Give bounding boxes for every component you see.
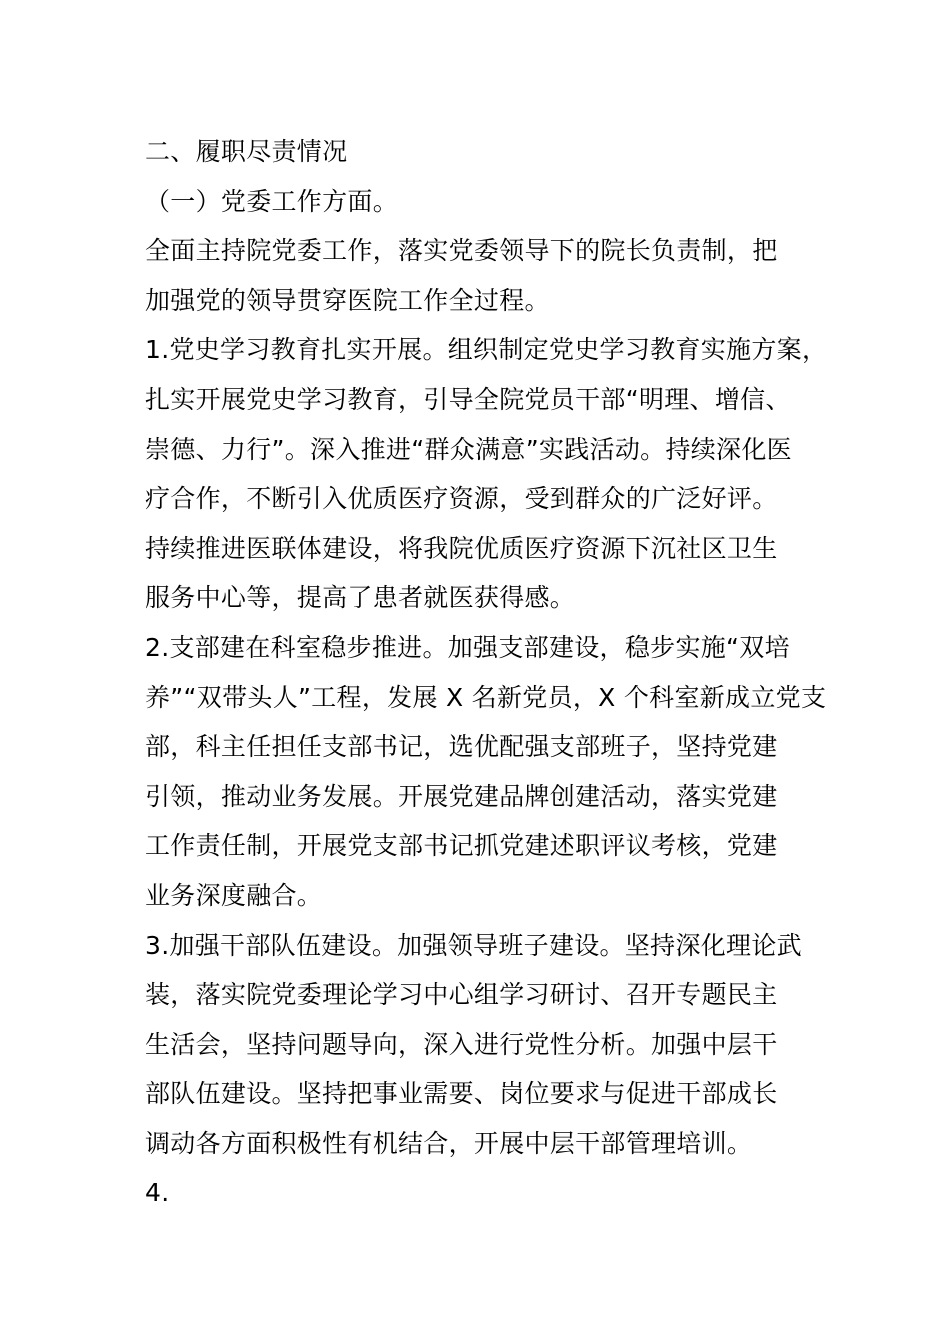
paragraph-line: 加强党的领导贯穿医院工作全过程。: [145, 285, 550, 315]
paragraph-line: 调动各方面积极性有机结合，开展中层干部管理培训。: [145, 1128, 753, 1158]
paragraph-line: 装，落实院党委理论学习中心组学习研讨、召开专题民主: [145, 980, 778, 1010]
paragraph-line: 部队伍建设。坚持把事业需要、岗位要求与促进干部成长: [145, 1079, 778, 1109]
item-1-paragraph: [145, 325, 845, 623]
paragraph-line: 疗合作，不断引入优质医疗资源，受到群众的广泛好评。: [145, 484, 778, 514]
paragraph-line: 崇德、力行”。深入推进“群众满意”实践活动。持续深化医: [145, 434, 792, 464]
intro-paragraph: [145, 226, 845, 325]
paragraph-line: 1.党史学习教育扎实开展。组织制定党史学习教育实施方案，: [145, 335, 828, 365]
paragraph-line: 养”“双带头人”工程，发展 X 名新党员，X 个科室新成立党支: [145, 682, 827, 712]
paragraph-line: 部，科主任担任支部书记，选优配强支部班子，坚持党建: [145, 732, 778, 762]
paragraph-line: 服务中心等，提高了患者就医获得感。: [145, 583, 576, 613]
paragraph-line: 全面主持院党委工作，落实党委领导下的院长负责制，把: [145, 236, 778, 266]
item-4-paragraph: 4.: [145, 1178, 170, 1208]
paragraph-line: 3.加强干部队伍建设。加强领导班子建设。坚持深化理论武: [145, 930, 802, 960]
paragraph-line: 工作责任制，开展党支部书记抓党建述职评议考核，党建: [145, 831, 778, 861]
paragraph-line: 2.支部建在科室稳步推进。加强支部建设，稳步实施“双培: [145, 632, 790, 662]
item-3-paragraph: [145, 921, 845, 1169]
item-2-paragraph: [145, 623, 845, 921]
paragraph-line: 生活会，坚持问题导向，深入进行党性分析。加强中层干: [145, 1029, 778, 1059]
document-body: [145, 127, 845, 1218]
paragraph-line: 扎实开展党史学习教育，引导全院党员干部“明理、增信、: [145, 384, 791, 414]
paragraph-line: 持续推进医联体建设，将我院优质医疗资源下沉社区卫生: [145, 533, 778, 563]
paragraph-line: 业务深度融合。: [145, 880, 323, 910]
paragraph-line: 引领，推动业务发展。开展党建品牌创建活动，落实党建: [145, 781, 778, 811]
section-title: 二、履职尽责情况: [145, 137, 348, 166]
subsection-title: （一）党委工作方面。: [145, 186, 399, 216]
